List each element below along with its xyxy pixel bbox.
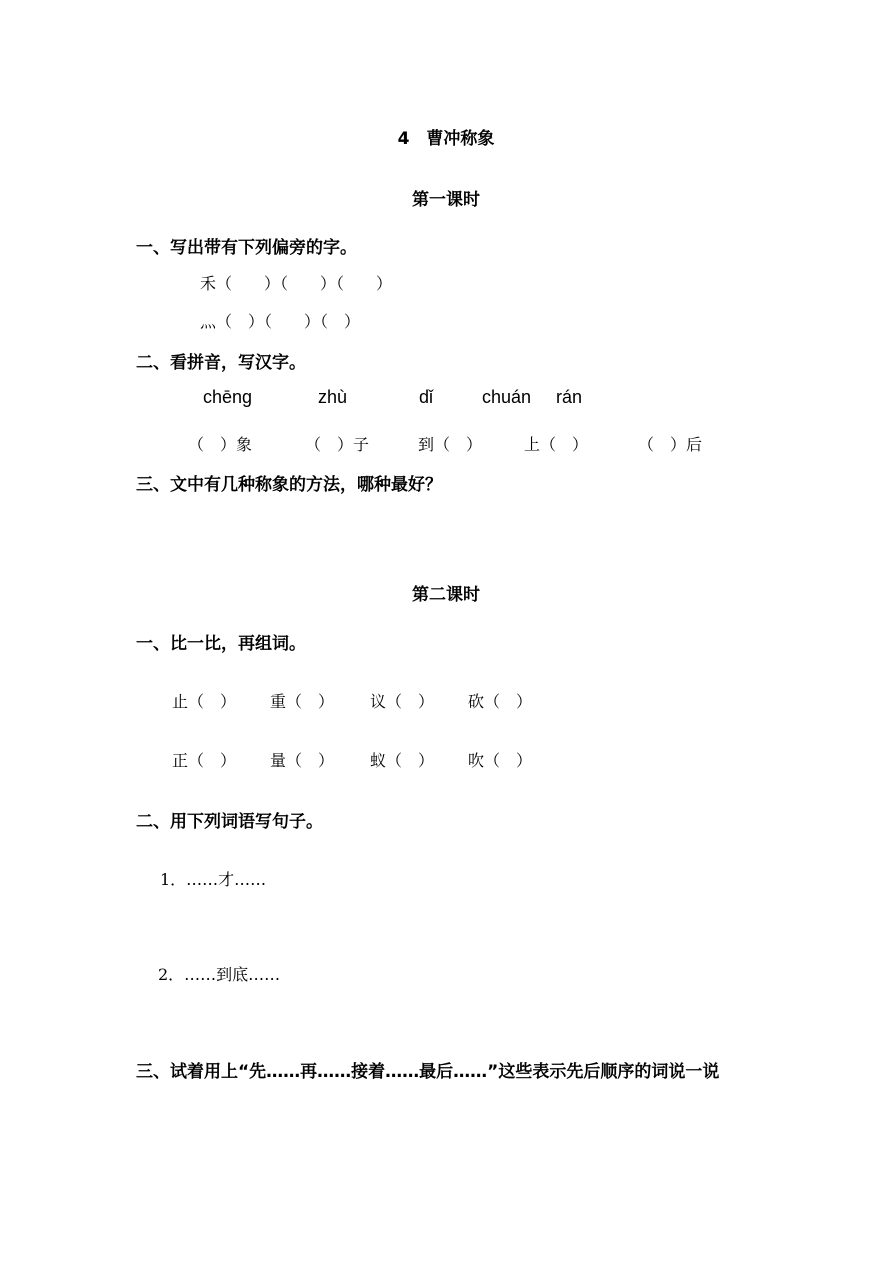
compare-zhi: 止（ ） [172, 692, 237, 711]
pinyin-zhu: zhù [318, 387, 348, 407]
blank-hou: （ ）后 [638, 435, 703, 454]
pinyin-chuan: chuán [482, 387, 532, 407]
lesson1-question1: 一、写出带有下列偏旁的字。 [136, 238, 357, 258]
compare-zheng: 正（ ） [172, 751, 237, 770]
blank-dao: 到（ ） [418, 435, 483, 454]
compare-yi: 议（ ） [370, 692, 435, 711]
compare-chui: 吹（ ） [468, 751, 533, 770]
lesson1-question2: 二、看拼音，写汉字。 [136, 353, 306, 373]
compare-yi-ant: 蚁（ ） [370, 751, 435, 770]
pinyin-ran: rán [556, 387, 583, 407]
lesson2-heading: 第二课时 [412, 585, 480, 605]
pinyin-di: dǐ [419, 387, 434, 407]
radical-row-he: 禾（ ）（ ）（ ） [200, 274, 393, 293]
sentence-item-2: 2．……到底…… [158, 965, 281, 984]
compare-zhong: 重（ ） [270, 692, 335, 711]
page-title: 4 曹冲称象 [397, 129, 495, 149]
lesson2-question2: 二、用下列词语写句子。 [136, 812, 323, 832]
lesson2-question1: 一、比一比，再组词。 [136, 634, 306, 654]
lesson1-question3: 三、文中有几种称象的方法，哪种最好？ [136, 475, 442, 495]
blank-xiang: （ ）象 [188, 435, 253, 454]
blank-shang: 上（ ） [524, 435, 589, 454]
blank-zi: （ ）子 [305, 435, 370, 454]
compare-liang: 量（ ） [270, 751, 335, 770]
lesson1-heading: 第一课时 [412, 190, 480, 210]
lesson2-question3: 三、试着用上“先……再……接着……最后……”这些表示先后顺序的词说一说 [136, 1062, 720, 1082]
radical-row-huo: 灬（ ）（ ）（ ） [200, 312, 361, 331]
pinyin-cheng: chēng [203, 387, 253, 407]
sentence-item-1: 1．……才…… [160, 870, 267, 889]
compare-kan: 砍（ ） [468, 692, 533, 711]
